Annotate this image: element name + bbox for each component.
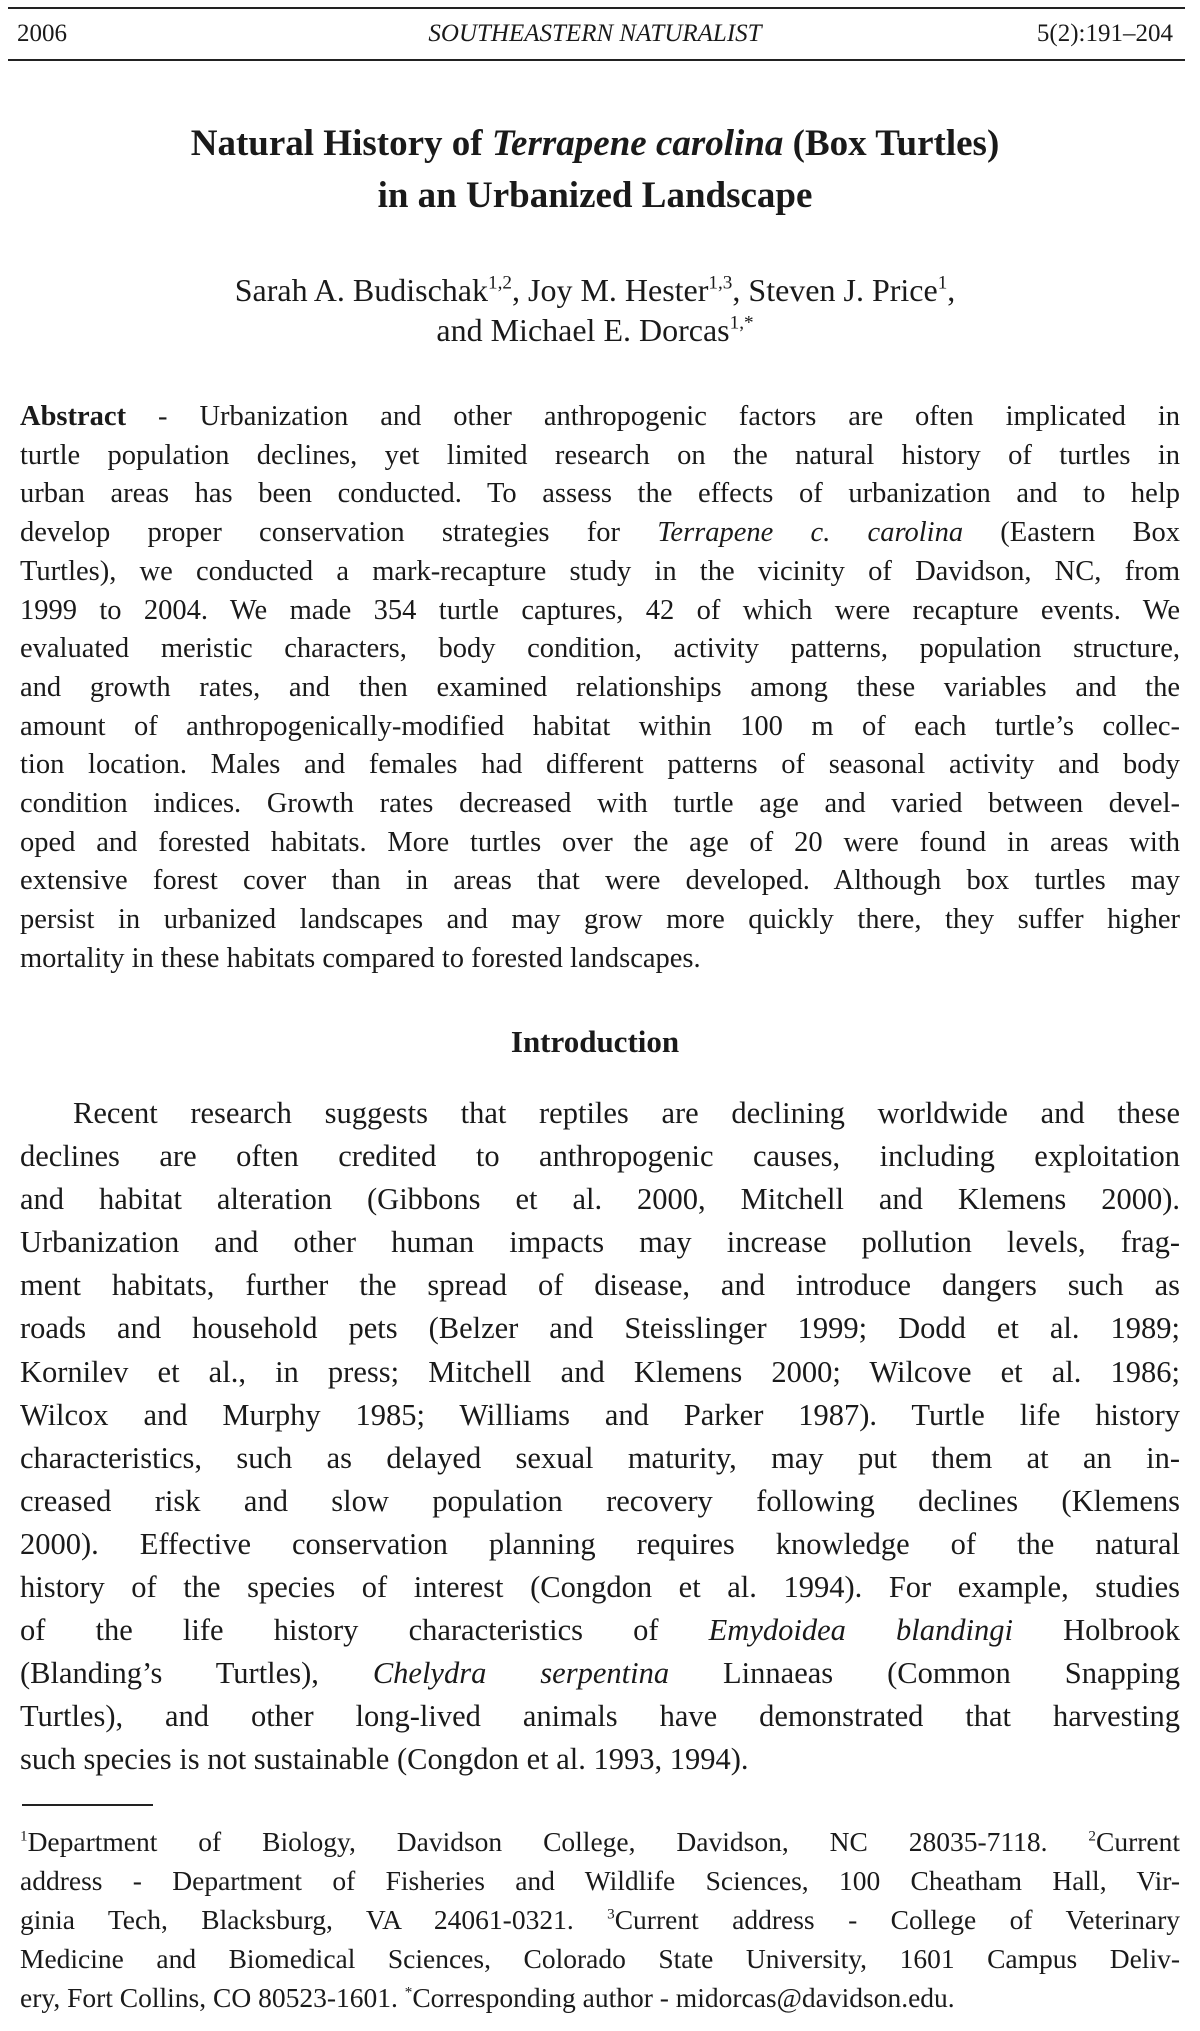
text-run: develop proper conservation strategies for	[20, 517, 658, 549]
abstract-line	[20, 669, 1180, 708]
introduction-body	[20, 1092, 1180, 1782]
author-separator: ,	[511, 272, 528, 308]
abstract-line	[20, 746, 1180, 785]
author-affiliation-sup: 1	[937, 272, 948, 294]
footnotes	[20, 1822, 1180, 2017]
abstract-line	[20, 437, 1180, 476]
text-run: ginia Tech, Blacksburg, VA 24061-0321.	[20, 1904, 608, 1935]
introduction-line	[20, 1092, 1180, 1135]
author-list	[0, 270, 1190, 350]
introduction-line	[20, 1695, 1180, 1738]
author-line-2	[0, 310, 1190, 350]
introduction-line	[20, 1264, 1180, 1307]
author-affiliation-sup: 1,3	[708, 272, 733, 294]
text-run: Current address - College of Veterinary	[614, 1904, 1180, 1935]
text-run: amount of anthropogenically-modified habitat within 100 m of each turtle’s collec-	[20, 710, 1180, 742]
text-run: and growth rates, and then examined relationships among these variables and the	[20, 671, 1180, 703]
footnote-line	[20, 1978, 1180, 2017]
abstract-line	[20, 901, 1180, 940]
author-name: Joy M. Hester	[527, 272, 709, 308]
text-run: tion location. Males and females had different patterns of seasonal activity and body	[20, 749, 1180, 781]
footnote-marker: *	[404, 1984, 413, 2001]
author-separator: ,	[947, 272, 956, 308]
header-rule-top	[8, 7, 1185, 9]
species-name: Emydoidea blandingi	[708, 1613, 1013, 1648]
species-name: Chelydra serpentina	[372, 1656, 670, 1691]
introduction-line	[20, 1738, 1180, 1781]
text-run: urban areas has been conducted. To assess the effects of urbanization and to help	[20, 478, 1180, 510]
article-title	[0, 118, 1190, 222]
abstract-line	[20, 824, 1180, 863]
text-run: ment habitats, further the spread of disease, and introduce dangers such as	[20, 1268, 1180, 1303]
running-head-year: 2006	[17, 20, 67, 47]
text-run: evaluated meristic characters, body condition, activity patterns, population structure,	[20, 633, 1180, 665]
text-run: such species is not sustainable (Congdon et al. 1993, 1994).	[20, 1742, 749, 1777]
text-run: history of the species of interest (Congdon et al. 1994). For example, studies	[20, 1570, 1180, 1605]
abstract-line	[20, 785, 1180, 824]
text-run: roads and household pets (Belzer and Steisslinger 1999; Dodd et al. 1989;	[20, 1311, 1180, 1346]
abstract-line	[20, 630, 1180, 669]
abstract-line	[20, 592, 1180, 631]
author-affiliation-sup: 1,2	[488, 272, 512, 294]
running-head-journal: SOUTHEASTERN NATURALIST	[428, 20, 762, 47]
abstract	[20, 398, 1180, 979]
footnote-marker: 2	[1088, 1828, 1096, 1845]
title-species: Terrapene carolina	[491, 123, 784, 164]
abstract-line	[20, 553, 1180, 592]
author-separator: ,	[732, 272, 749, 308]
text-run: Department of Biology, Davidson College, Davidson, NC 28035-7118.	[27, 1826, 1089, 1857]
text-run: of the life history characteristics of	[20, 1613, 709, 1648]
text-run: characteristics, such as delayed sexual maturity, may put them at an in-	[20, 1440, 1180, 1475]
text-run: oped and forested habitats. More turtles over the age of 20 were found in areas with	[20, 826, 1180, 858]
abstract-line	[20, 862, 1180, 901]
text-run: Wilcox and Murphy 1985; Williams and Parker 1987). Turtle life history	[20, 1397, 1180, 1432]
footnote-rule	[22, 1804, 153, 1806]
author-line-1	[0, 270, 1190, 310]
introduction-line	[20, 1135, 1180, 1178]
footnote-line	[20, 1861, 1180, 1900]
title-line-1	[0, 118, 1190, 170]
text-run: persist in urbanized landscapes and may grow more quickly there, they suffer higher	[20, 904, 1180, 936]
footnote-marker: 3	[607, 1906, 615, 1923]
text-run: Medicine and Biomedical Sciences, Colorado State University, 1601 Campus Deliv-	[20, 1943, 1180, 1974]
text-run: Linnaeas (Common Snapping	[669, 1656, 1180, 1691]
text-run: Corresponding author - midorcas@davidson.edu.	[412, 1982, 955, 2013]
text-run: condition indices. Growth rates decreased with turtle age and varied between devel-	[20, 788, 1180, 820]
text-run: Current	[1095, 1826, 1180, 1857]
text-run: 2000). Effective conservation planning requires knowledge of the natural	[20, 1526, 1180, 1561]
abstract-line	[20, 398, 1180, 437]
introduction-line	[20, 1394, 1180, 1437]
footnote-line	[20, 1822, 1180, 1861]
species-name: Terrapene c. carolina	[657, 517, 964, 549]
section-heading-introduction: Introduction	[510, 1024, 680, 1059]
footnote-marker: 1	[20, 1828, 28, 1845]
abstract-label: Abstract	[20, 401, 127, 432]
introduction-line	[20, 1566, 1180, 1609]
introduction-line	[20, 1178, 1180, 1221]
text-run: Turtles), and other long-lived animals have demonstrated that harvesting	[20, 1699, 1180, 1734]
introduction-line	[20, 1351, 1180, 1394]
text-run: turtle population declines, yet limited research on the natural history of turtles in	[20, 439, 1180, 471]
introduction-line	[20, 1652, 1180, 1695]
text-run: Urbanization and other human impacts may increase pollution levels, frag-	[20, 1225, 1180, 1260]
text-run: mortality in these habitats compared to forested landscapes.	[20, 942, 701, 974]
text-run: Holbrook	[1012, 1613, 1180, 1648]
text-run: creased risk and slow population recovery following declines (Klemens	[20, 1483, 1180, 1518]
introduction-line	[20, 1523, 1180, 1566]
text-run: 1999 to 2004. We made 354 turtle captures, 42 of which were recapture events. We	[20, 594, 1180, 626]
title-text: Natural History of	[190, 123, 492, 164]
author-name: Sarah A. Budischak	[234, 272, 488, 308]
author-affiliation-sup: 1,*	[729, 312, 754, 334]
text-run: and habitat alteration (Gibbons et al. 2000, Mitchell and Klemens 2000).	[20, 1182, 1180, 1217]
abstract-line	[20, 514, 1180, 553]
text-run: (Blanding’s Turtles),	[20, 1656, 373, 1691]
text-run: - Urbanization and other anthropogenic factors are often implicated in	[126, 401, 1180, 432]
text-run: Kornilev et al., in press; Mitchell and Klemens 2000; Wilcove et al. 1986;	[20, 1354, 1180, 1389]
text-run: extensive forest cover than in areas that were developed. Although box turtles may	[20, 865, 1180, 897]
introduction-line	[20, 1609, 1180, 1652]
introduction-line	[20, 1437, 1180, 1480]
abstract-line	[20, 475, 1180, 514]
abstract-line	[20, 708, 1180, 747]
introduction-line	[20, 1480, 1180, 1523]
footnote-line	[20, 1939, 1180, 1978]
introduction-line	[20, 1221, 1180, 1264]
introduction-line	[20, 1307, 1180, 1350]
text-run: (Eastern Box	[963, 517, 1180, 549]
header-rule-bottom	[8, 59, 1185, 61]
title-text-common-name: (Box Turtles)	[783, 123, 1000, 164]
text-run: Recent research suggests that reptiles are declining worldwide and these	[73, 1096, 1180, 1130]
author-name: and Michael E. Dorcas	[436, 312, 730, 348]
running-head	[17, 17, 1173, 51]
author-name: Steven J. Price	[748, 272, 938, 308]
text-run: address - Department of Fisheries and Wildlife Sciences, 100 Cheatham Hall, Vir-	[20, 1865, 1180, 1896]
footnote-line	[20, 1900, 1180, 1939]
running-head-volume-pages: 5(2):191–204	[1036, 20, 1173, 47]
title-line-2: in an Urbanized Landscape	[377, 175, 813, 216]
text-run: ery, Fort Collins, CO 80523-1601.	[20, 1982, 405, 2013]
abstract-line	[20, 940, 1180, 979]
text-run: declines are often credited to anthropogenic causes, including exploitation	[20, 1139, 1180, 1174]
text-run: Turtles), we conducted a mark-recapture study in the vicinity of Davidson, NC, from	[20, 555, 1180, 587]
